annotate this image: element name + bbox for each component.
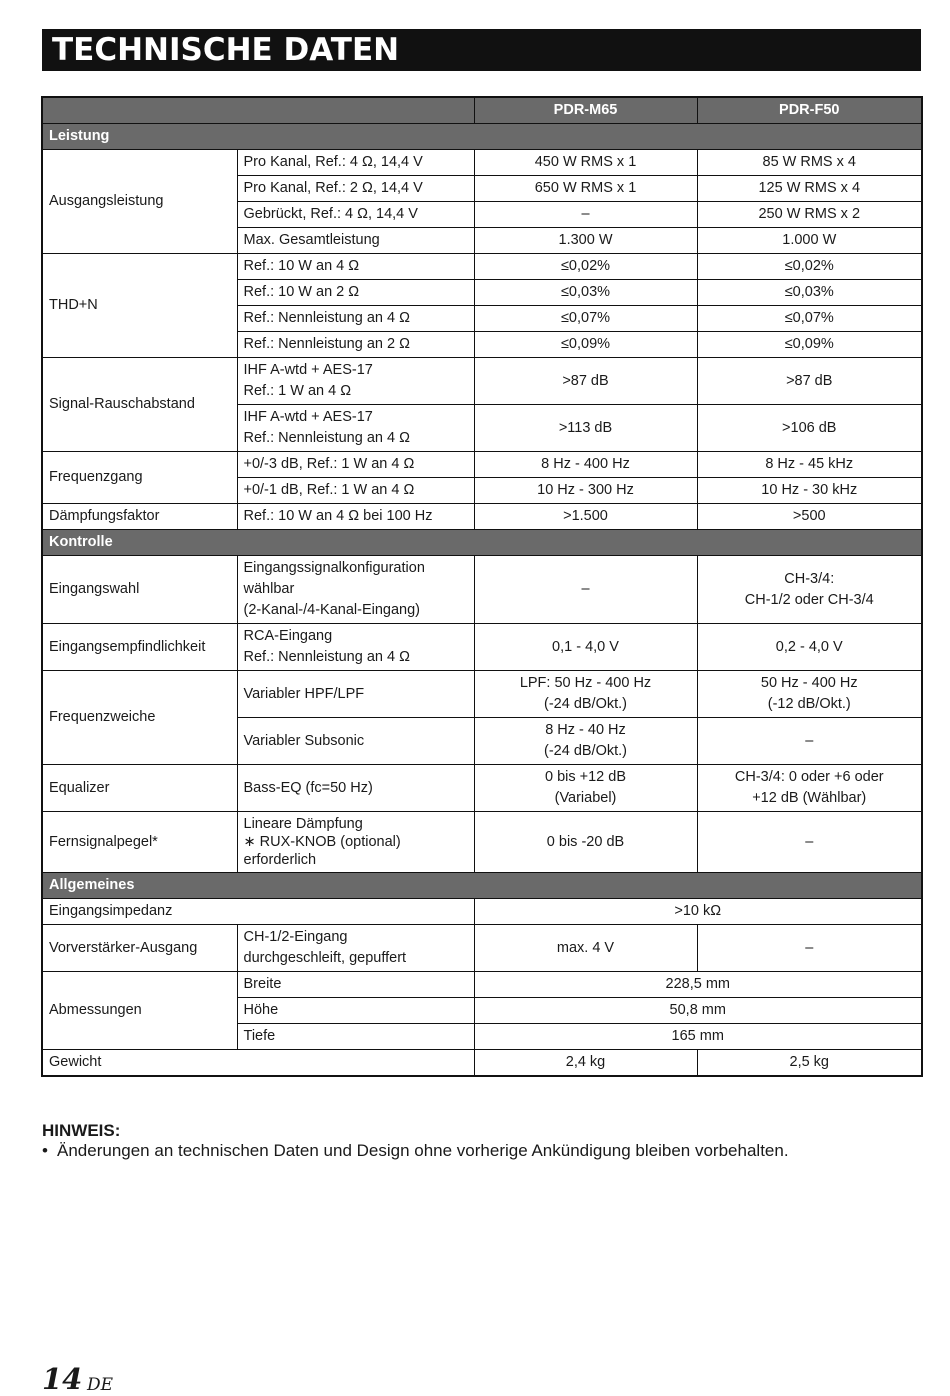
value-m65: – xyxy=(474,556,697,624)
row-label: Signal-Rauschabstand xyxy=(42,358,237,452)
value-m65: 1.300 W xyxy=(474,228,697,254)
row-label: Frequenzweiche xyxy=(42,671,237,765)
value-f50: >106 dB xyxy=(697,405,922,452)
value-f50: ≤0,09% xyxy=(697,332,922,358)
row-condition: Tiefe xyxy=(237,1024,474,1050)
table-row xyxy=(42,556,922,624)
row-condition: Variabler HPF/LPF xyxy=(237,671,474,718)
row-condition: +0/-1 dB, Ref.: 1 W an 4 Ω xyxy=(237,478,474,504)
value-m65: ≤0,03% xyxy=(474,280,697,306)
bullet-icon: • xyxy=(42,1141,48,1160)
value-both: 228,5 mm xyxy=(474,972,922,998)
row-label: Fernsignalpegel* xyxy=(42,812,237,873)
table-row xyxy=(42,671,922,718)
value-m65: 2,4 kg xyxy=(474,1050,697,1077)
section-kontrolle: Kontrolle xyxy=(42,530,922,556)
value-f50: 1.000 W xyxy=(697,228,922,254)
value-f50: ≤0,07% xyxy=(697,306,922,332)
value-m65: >1.500 xyxy=(474,504,697,530)
table-row xyxy=(42,150,922,176)
value-m65: 650 W RMS x 1 xyxy=(474,176,697,202)
row-condition: Variabler Subsonic xyxy=(237,718,474,765)
row-label: Ausgangsleistung xyxy=(42,150,237,254)
value-m65: ≤0,07% xyxy=(474,306,697,332)
note-item xyxy=(42,1141,922,1161)
row-condition: Max. Gesamtleistung xyxy=(237,228,474,254)
row-condition: Ref.: Nennleistung an 2 Ω xyxy=(237,332,474,358)
value-f50: CH-3/4: 0 oder +6 oder +12 dB (Wählbar) xyxy=(697,765,922,812)
page-title: TECHNISCHE DATEN xyxy=(42,29,921,71)
table-row xyxy=(42,254,922,280)
value-f50: 2,5 kg xyxy=(697,1050,922,1077)
section-row xyxy=(42,873,922,899)
table-row xyxy=(42,624,922,671)
value-m65: 0 bis -20 dB xyxy=(474,812,697,873)
value-f50: 8 Hz - 45 kHz xyxy=(697,452,922,478)
row-condition: RCA-Eingang Ref.: Nennleistung an 4 Ω xyxy=(237,624,474,671)
value-f50: >87 dB xyxy=(697,358,922,405)
spec-table xyxy=(41,96,923,1077)
value-m65: LPF: 50 Hz - 400 Hz (-24 dB/Okt.) xyxy=(474,671,697,718)
row-condition: Ref.: 10 W an 2 Ω xyxy=(237,280,474,306)
row-condition: Höhe xyxy=(237,998,474,1024)
row-condition: Pro Kanal, Ref.: 4 Ω, 14,4 V xyxy=(237,150,474,176)
row-condition: IHF A-wtd + AES-17 Ref.: 1 W an 4 Ω xyxy=(237,358,474,405)
header-empty xyxy=(42,97,474,124)
value-f50: 125 W RMS x 4 xyxy=(697,176,922,202)
value-m65: 8 Hz - 400 Hz xyxy=(474,452,697,478)
value-f50: 0,2 - 4,0 V xyxy=(697,624,922,671)
value-f50: – xyxy=(697,925,922,972)
value-m65: >87 dB xyxy=(474,358,697,405)
row-condition: Eingangssignalkonfiguration wählbar (2-Kanal-/4-Kanal-Eingang) xyxy=(237,556,474,624)
value-m65: ≤0,09% xyxy=(474,332,697,358)
value-f50: 10 Hz - 30 kHz xyxy=(697,478,922,504)
value-both: >10 kΩ xyxy=(474,899,922,925)
value-m65: – xyxy=(474,202,697,228)
row-condition: Bass-EQ (fc=50 Hz) xyxy=(237,765,474,812)
value-f50: ≤0,02% xyxy=(697,254,922,280)
row-condition: Gebrückt, Ref.: 4 Ω, 14,4 V xyxy=(237,202,474,228)
row-label: Gewicht xyxy=(42,1050,474,1077)
value-m65: ≤0,02% xyxy=(474,254,697,280)
row-label: THD+N xyxy=(42,254,237,358)
value-f50: >500 xyxy=(697,504,922,530)
row-condition: Breite xyxy=(237,972,474,998)
table-row xyxy=(42,358,922,405)
table-row xyxy=(42,765,922,812)
row-label: Eingangsempfindlichkeit xyxy=(42,624,237,671)
value-m65: 450 W RMS x 1 xyxy=(474,150,697,176)
table-row xyxy=(42,452,922,478)
row-condition: Ref.: 10 W an 4 Ω xyxy=(237,254,474,280)
row-condition: Lineare Dämpfung ∗ RUX-KNOB (optional) erforderlich xyxy=(237,812,474,873)
section-allgemeines: Allgemeines xyxy=(42,873,922,899)
row-label: Abmessungen xyxy=(42,972,237,1050)
value-m65: 8 Hz - 40 Hz (-24 dB/Okt.) xyxy=(474,718,697,765)
row-label: Eingangswahl xyxy=(42,556,237,624)
value-m65: 0,1 - 4,0 V xyxy=(474,624,697,671)
value-both: 50,8 mm xyxy=(474,998,922,1024)
table-row xyxy=(42,1050,922,1077)
row-label: Vorverstärker-Ausgang xyxy=(42,925,237,972)
value-f50: 50 Hz - 400 Hz (-12 dB/Okt.) xyxy=(697,671,922,718)
header-pdr-m65: PDR-M65 xyxy=(474,97,697,124)
value-f50: – xyxy=(697,718,922,765)
table-header-row xyxy=(42,97,922,124)
page-number: 14 xyxy=(42,1362,83,1396)
value-f50: – xyxy=(697,812,922,873)
section-row xyxy=(42,530,922,556)
value-m65: 0 bis +12 dB (Variabel) xyxy=(474,765,697,812)
value-m65: max. 4 V xyxy=(474,925,697,972)
section-leistung: Leistung xyxy=(42,124,922,150)
value-f50: ≤0,03% xyxy=(697,280,922,306)
row-condition: CH-1/2-Eingang durchgeschleift, gepuffert xyxy=(237,925,474,972)
row-label: Frequenzgang xyxy=(42,452,237,504)
value-f50: 250 W RMS x 2 xyxy=(697,202,922,228)
row-condition: Ref.: Nennleistung an 4 Ω xyxy=(237,306,474,332)
section-row xyxy=(42,124,922,150)
value-m65: >113 dB xyxy=(474,405,697,452)
table-row xyxy=(42,972,922,998)
header-pdr-f50: PDR-F50 xyxy=(697,97,922,124)
row-condition: Pro Kanal, Ref.: 2 Ω, 14,4 V xyxy=(237,176,474,202)
row-label: Eingangsimpedanz xyxy=(42,899,474,925)
row-condition: +0/-3 dB, Ref.: 1 W an 4 Ω xyxy=(237,452,474,478)
table-row xyxy=(42,504,922,530)
page-language: DE xyxy=(87,1375,114,1395)
note-text: Änderungen an technischen Daten und Design ohne vorherige Ankündigung bleiben vorbehalten. xyxy=(57,1141,789,1160)
row-label: Dämpfungsfaktor xyxy=(42,504,237,530)
table-row xyxy=(42,925,922,972)
row-condition: Ref.: 10 W an 4 Ω bei 100 Hz xyxy=(237,504,474,530)
row-condition: IHF A-wtd + AES-17 Ref.: Nennleistung an 4 Ω xyxy=(237,405,474,452)
row-label: Equalizer xyxy=(42,765,237,812)
note-heading: HINWEIS: xyxy=(42,1121,121,1140)
table-row xyxy=(42,899,922,925)
value-f50: CH-3/4: CH-1/2 oder CH-3/4 xyxy=(697,556,922,624)
table-row xyxy=(42,812,922,873)
value-f50: 85 W RMS x 4 xyxy=(697,150,922,176)
value-m65: 10 Hz - 300 Hz xyxy=(474,478,697,504)
value-both: 165 mm xyxy=(474,1024,922,1050)
